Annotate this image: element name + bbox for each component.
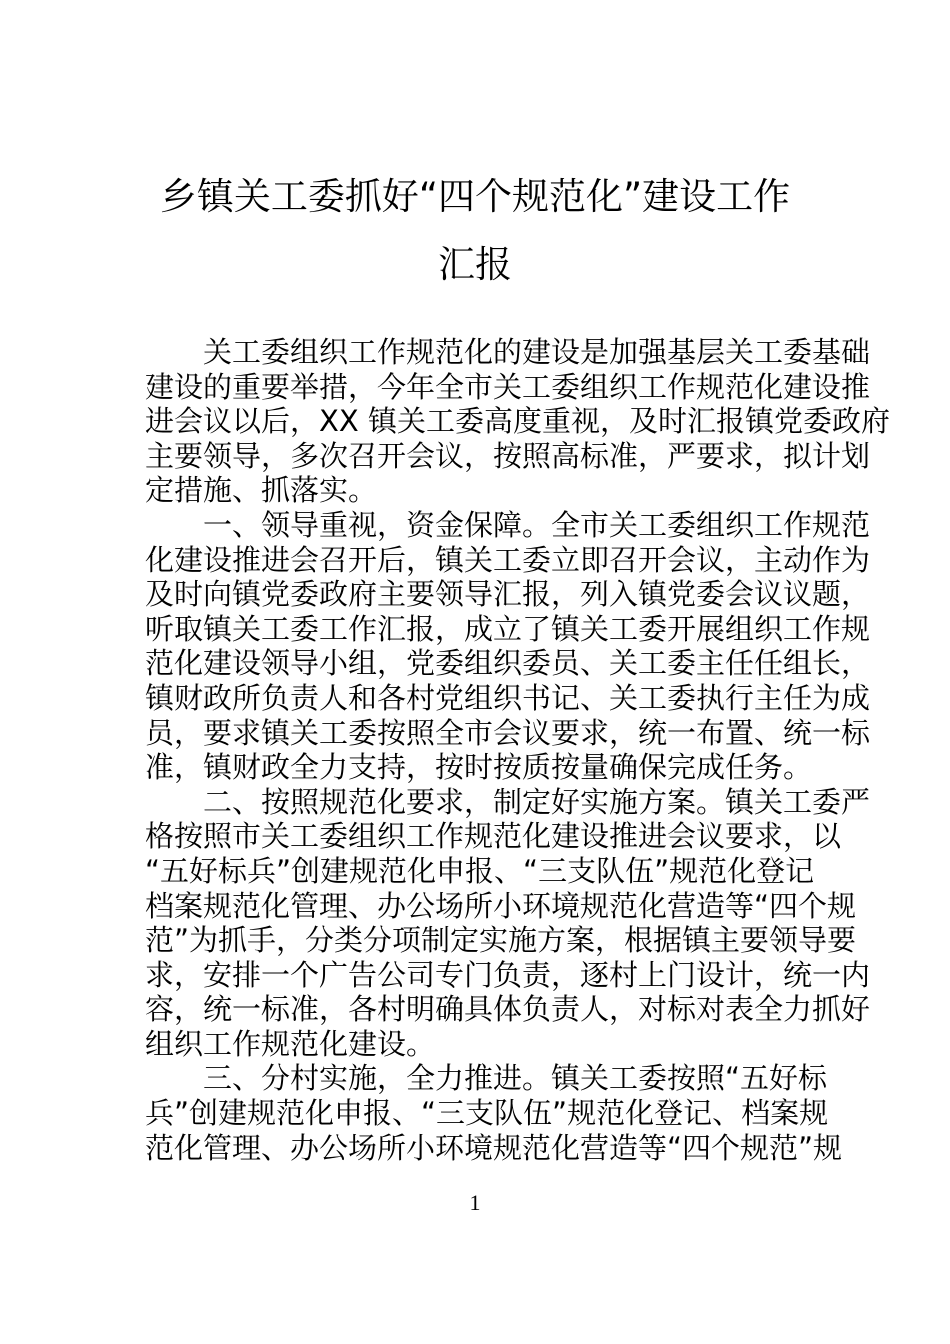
- title-line-2: 汇报: [438, 243, 512, 286]
- paragraph-line: 准，镇财政全力支持，按时按质按量确保完成任务。: [145, 750, 813, 785]
- paragraph-line: 二、按照规范化要求，制定好实施方案。镇关工委严: [203, 784, 871, 819]
- document-body: [145, 335, 890, 1165]
- paragraph-line: 主要领导，多次召开会议，按照高标准，严要求，拟计划: [145, 438, 871, 473]
- paragraph-line: 及时向镇党委政府主要领导汇报，列入镇党委会议议题，: [145, 577, 871, 612]
- paragraph-line: 三、分村实施，全力推进。镇关工委按照“五好标: [203, 1061, 828, 1096]
- document-title: [0, 163, 950, 299]
- paragraph-line: 范”为抓手，分类分项制定实施方案，根据镇主要领导要: [145, 923, 857, 958]
- paragraph-line: 组织工作规范化建设。: [145, 1026, 436, 1061]
- paragraph-line: 档案规范化管理、办公场所小环境规范化营造等“四个规: [145, 888, 857, 923]
- paragraph-line: 员，要求镇关工委按照全市会议要求，统一布置、统一标: [145, 715, 871, 750]
- paragraph: [145, 507, 871, 785]
- paragraph-line: 建设的重要举措，今年全市关工委组织工作规范化建设推: [145, 369, 871, 404]
- paragraph-line: 求，安排一个广告公司专门负责，逐村上门设计，统一内: [145, 957, 871, 992]
- paragraph-line: “五好标兵”创建规范化申报、“三支队伍”规范化登记: [145, 853, 815, 888]
- page-number: 1: [469, 1190, 481, 1215]
- paragraph-line: 进会议以后，XX 镇关工委高度重视，及时汇报镇党委政府: [145, 404, 890, 439]
- paragraph-line: 关工委组织工作规范化的建设是加强基层关工委基础: [203, 335, 871, 369]
- paragraph: [145, 784, 871, 1062]
- paragraph-line: 定措施、抓落实。: [145, 473, 378, 508]
- paragraph-line: 兵”创建规范化申报、“三支队伍”规范化登记、档案规: [145, 1096, 829, 1131]
- paragraph-line: 范化管理、办公场所小环境规范化营造等“四个规范”规: [145, 1130, 843, 1165]
- paragraph: [145, 1061, 843, 1165]
- paragraph-line: 范化建设领导小组，党委组织委员、关工委主任任组长，: [145, 646, 871, 681]
- paragraph-line: 一、领导重视，资金保障。全市关工委组织工作规范: [203, 507, 871, 542]
- title-line-1: 乡镇关工委抓好“四个规范化”建设工作: [159, 175, 791, 218]
- paragraph-line: 格按照市关工委组织工作规范化建设推进会议要求，以: [145, 819, 842, 854]
- paragraph-line: 容，统一标准，各村明确具体负责人，对标对表全力抓好: [145, 992, 871, 1027]
- paragraph-line: 镇财政所负责人和各村党组织书记、关工委执行主任为成: [145, 680, 871, 715]
- paragraph: [145, 335, 890, 508]
- paragraph-line: 听取镇关工委工作汇报，成立了镇关工委开展组织工作规: [145, 611, 871, 646]
- paragraph-line: 化建设推进会召开后，镇关工委立即召开会议，主动作为: [145, 542, 871, 577]
